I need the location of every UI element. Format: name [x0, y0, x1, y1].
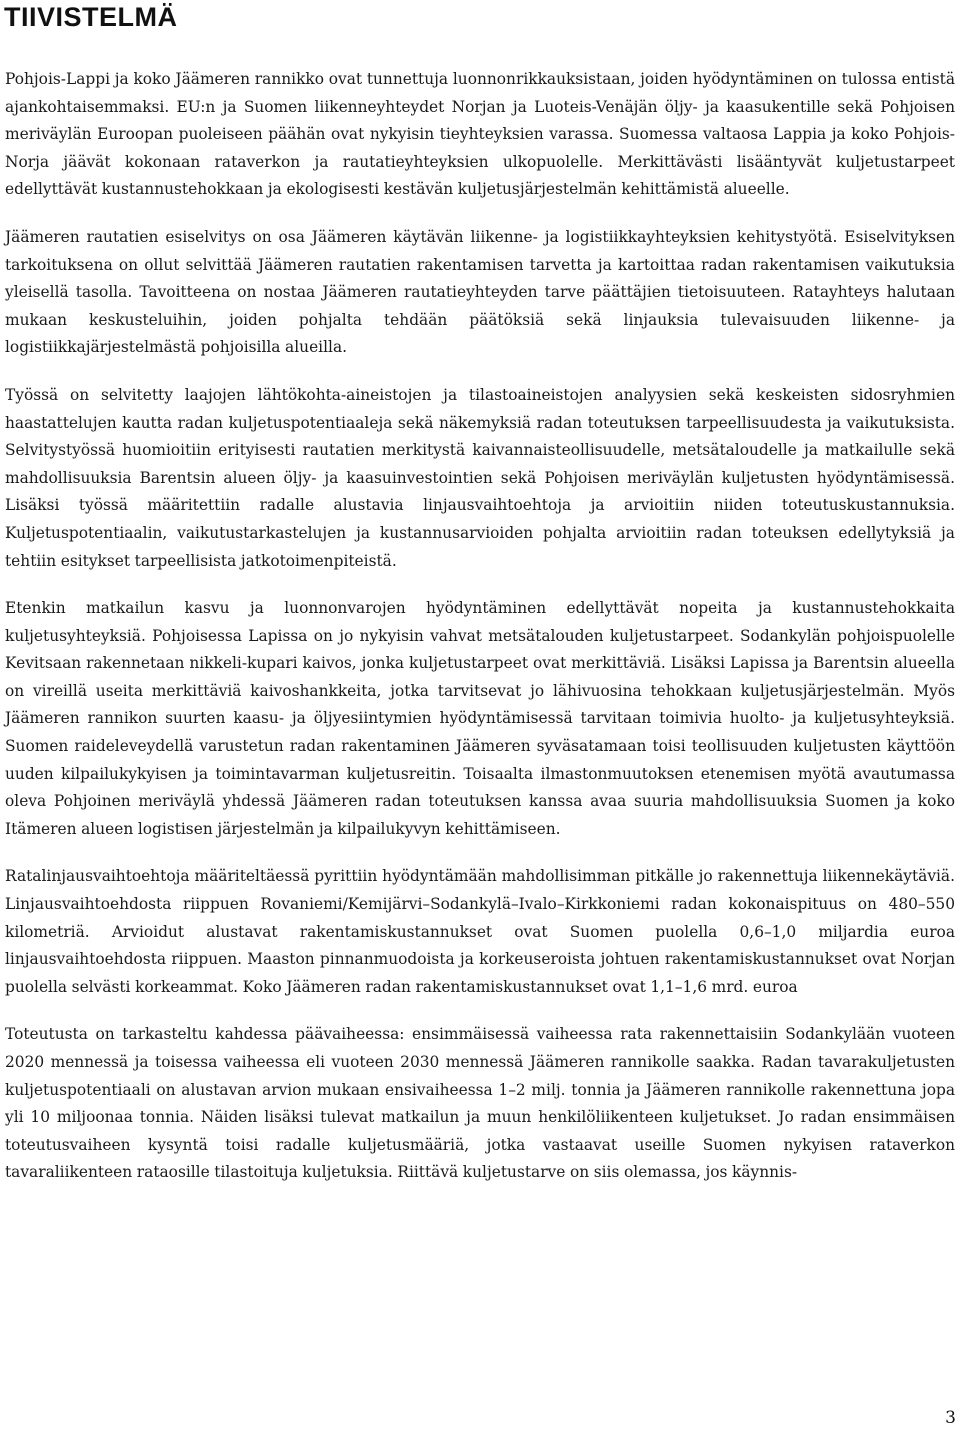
paragraph-3: Työssä on selvitetty laajojen lähtökohta-aineistojen ja tilastoaineistojen analyysien sekä keskeisten sidosryhmien haastattelujen kautta radan kuljetuspotentiaaleja sekä näkemyksiä radan toteutuksen tarpeellisuudesta ja vaikutuksista. Selvitystyössä huomioitiin erityisesti rautatien merkitystä kaivannaisteollisuudelle, metsätaloudelle ja matkailulle sekä mahdollisuuksia Barentsin alueen öljy- ja kaasuinvestointien sekä Pohjoisen meriväylän kuljetusten hyödyntämisessä. Lisäksi työssä määritettiin radalle alustavia linjausvaihtoehtoja ja arvioitiin niiden toteutuskustannuksia. Kuljetuspotentiaalin, vaikutustarkastelujen ja kustannusarvioiden pohjalta arvioitiin radan toteuksen edellytyksiä ja tehtiin esitykset tarpeellisista jatkotoimenpiteistä. [5, 385, 955, 570]
paragraph-6: Toteutusta on tarkasteltu kahdessa päävaiheessa: ensimmäisessä vaiheessa rata rakennettaisiin Sodankylään vuoteen 2020 mennessä ja toisessa vaiheessa eli vuoteen 2030 mennessä Jäämeren rannikolle saakka. Radan tavarakuljetusten kuljetuspotentiaali on alustavan arvion mukaan ensivaiheessa 1–2 milj. tonnia ja Jäämeren rannikolle rakennettuna jopa yli 10 miljoonaa tonnia. Näiden lisäksi tulevat matkailun ja muun henkilöliikenteen kuljetukset. Jo radan ensimmäisen toteutusvaiheen kysyntä toisi radalle kuljetusmääriä, jotka vastaavat useille Suomen nykyisen rataverkon tavaraliikenteen rataosille tilastoituja kuljetuksia. Riittävä kuljetustarve on siis olemassa, jos käynnis- [5, 1025, 955, 1182]
section-heading: TIIVISTELMÄ [4, 2, 178, 32]
paragraph-5: Ratalinjausvaihtoehtoja määriteltäessä pyrittiin hyödyntämään mahdollisimman pitkälle jo rakennettuja liikennekäytäviä. Linjausvaihtoehdosta riippuen Rovaniemi/Kemijärvi–Sodankylä–Ivalo–Kirkkoniemi radan kokonaispituus on 480–550 kilometriä. Arvioidut alustavat rakentamiskustannukset ovat Suomen puolella 0,6–1,0 miljardia euroa linjausvaihtoehdosta riippuen. Maaston pinnanmuodoista ja korkeuseroista johtuen rakentamiskustannukset ovat Norjan puolella selvästi korkeammat. Koko Jäämeren radan rakentamiskustannukset ovat 1,1–1,6 mrd. euroa [5, 867, 955, 996]
paragraph-1: Pohjois-Lappi ja koko Jäämeren rannikko ovat tunnettuja luonnonrikkauksistaan, joiden hyödyntäminen on tulossa entistä ajankohtaisemmaksi. EU:n ja Suomen liikenneyhteydet Norjan ja Luoteis-Venäjän öljy- ja kaasukentille sekä Pohjoisen meriväylän Euroopan puoleiseen päähän ovat nykyisin tieyhteyksien varassa. Suomessa valtaosa Lappia ja koko Pohjois-Norja jäävät kokonaan rataverkon ja rautatieyhteyksien ulkopuolelle. Merkittävästi lisääntyvät kuljetustarpeet edellyttävät kustannustehokkaan ja ekologisesti kestävän kuljetusjärjestelmän kehittämistä alueelle. [5, 70, 955, 199]
paragraph-2: Jäämeren rautatien esiselvitys on osa Jäämeren käytävän liikenne- ja logistiikkayhteyksien kehitystyötä. Esiselvityksen tarkoituksena on ollut selvittää Jäämeren rautatien rakentamisen tarvetta ja kartoittaa radan rakentamisen vaikutuksia yleisellä tasolla. Tavoitteena on nostaa Jäämeren rautatieyhteyden tarve päättäjien tietoisuuteen. Ratayhteys halutaan mukaan keskusteluihin, joiden pohjalta tehdään päätöksiä sekä linjauksia tulevaisuuden liikenne- ja logistiikkajärjestelmästä pohjoisilla alueilla. [5, 227, 955, 357]
page-number: 3 [945, 1408, 956, 1428]
body-text [5, 66, 955, 1207]
paragraph-4: Etenkin matkailun kasvu ja luonnonvarojen hyödyntäminen edellyttävät nopeita ja kustannustehokkaita kuljetusyhteyksiä. Pohjoisessa Lapissa on jo nykyisin vahvat metsätalouden kuljetustarpeet. Sodankylän pohjoispuolelle Kevitsaan rakennetaan nikkeli-kupari kaivos, jonka kuljetustarpeet ovat merkittäviä. Lisäksi Lapissa ja Barentsin alueella on vireillä useita merkittäviä kaivoshankkeita, jotka tarvitsevat jo lähivuosina tehokkaan kuljetusjärjestelmän. Myös Jäämeren rannikon suurten kaasu- ja öljyesiintymien hyödyntämisessä tarvitaan toimivia huolto- ja kuljetusyhteyksiä. Suomen raideleveydellä varustetun radan rakentaminen Jäämeren syväsatamaan toisi teollisuuden kuljetusten käyttöön uuden kilpailukykyisen ja toimintavarman kuljetusreitin. Toisaalta ilmastonmuutoksen etenemisen myötä avautumassa oleva Pohjoinen meriväylä yhdessä Jäämeren radan toteutuksen kanssa avaa suuria mahdollisuuksia Suomen ja koko Itämeren alueen logistisen järjestelmän ja kilpailukyvyn kehittämiseen. [5, 599, 955, 838]
